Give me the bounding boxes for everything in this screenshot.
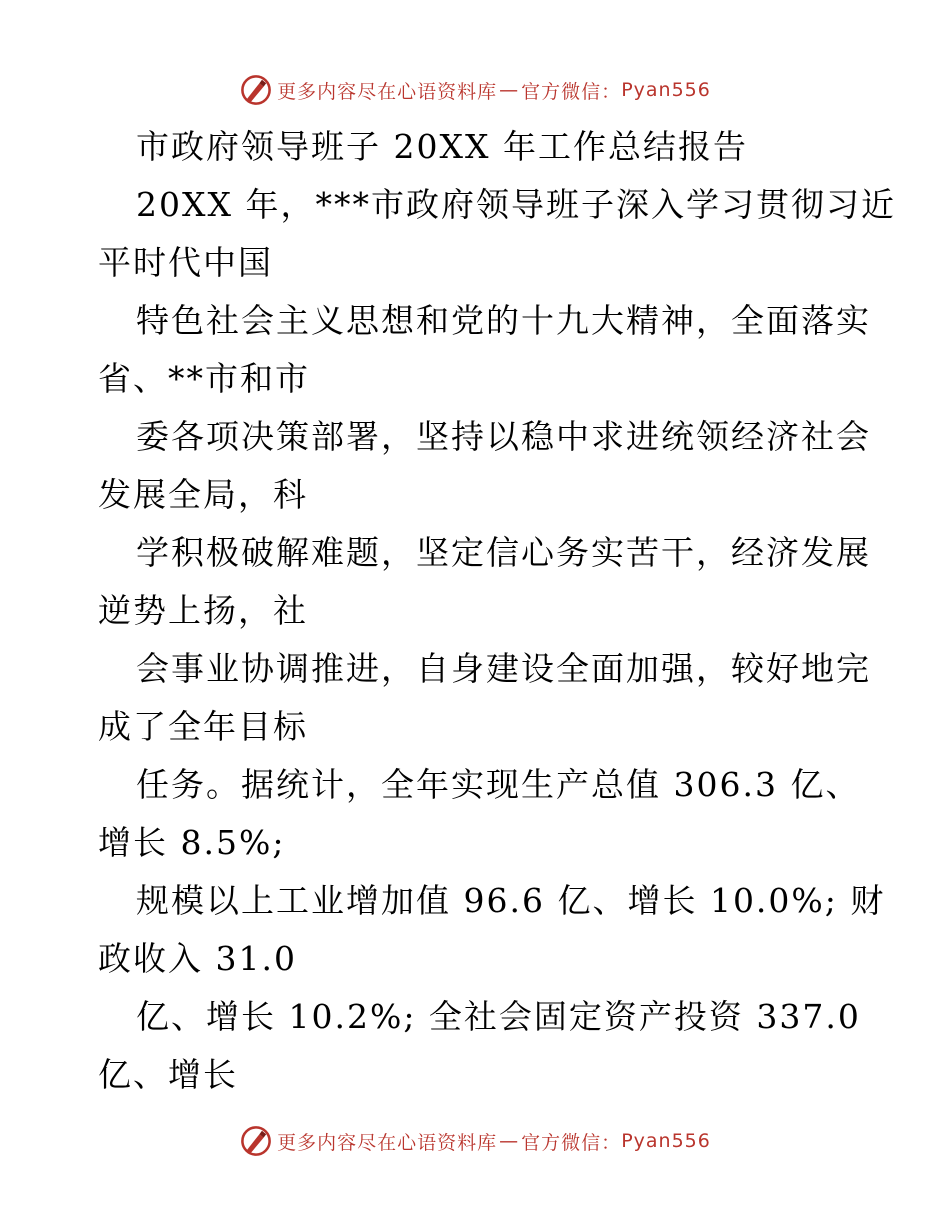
banner-separator: — bbox=[499, 79, 520, 101]
paragraph-line: 任务。据统计，全年实现生产总值 306.3 亿、 bbox=[136, 765, 861, 804]
document-title: 市政府领导班子 20XX 年工作总结报告 bbox=[136, 127, 748, 166]
paragraph-line: 规模以上工业增加值 96.6 亿、增长 10.0%; 财 bbox=[136, 881, 886, 920]
banner-wechat-id: Pyan556 bbox=[621, 79, 711, 101]
paragraph-line: 增长 8.5%; bbox=[98, 823, 286, 862]
paragraph-line: 发展全局，科 bbox=[98, 475, 308, 514]
paragraph-line: 亿、增长 bbox=[98, 1055, 238, 1094]
paragraph-line: 政收入 31.0 bbox=[98, 939, 297, 978]
paragraph-line: 逆势上扬，社 bbox=[98, 591, 308, 630]
paragraph-line: 平时代中国 bbox=[98, 243, 273, 282]
paragraph-line: 委各项决策部署，坚持以稳中求进统领经济社会 bbox=[136, 417, 871, 456]
paragraph-line: 成了全年目标 bbox=[98, 707, 308, 746]
header-watermark-banner bbox=[0, 70, 950, 110]
banner-main-text: 更多内容尽在心语资料库 bbox=[277, 1131, 498, 1154]
pen-logo-icon bbox=[239, 1124, 273, 1158]
banner-separator: — bbox=[499, 1130, 520, 1152]
banner-wechat-id: Pyan556 bbox=[621, 1130, 711, 1152]
banner-wechat-label: 官方微信： bbox=[521, 1131, 622, 1154]
footer-watermark-banner bbox=[0, 1121, 950, 1161]
paragraph-line: 会事业协调推进，自身建设全面加强，较好地完 bbox=[136, 649, 871, 688]
paragraph-line: 20XX 年，***市政府领导班子深入学习贯彻习近 bbox=[136, 185, 896, 224]
paragraph-line: 学积极破解难题，坚定信心务实苦干，经济发展 bbox=[136, 533, 871, 572]
banner-main-text: 更多内容尽在心语资料库 bbox=[277, 80, 498, 103]
paragraph-line: 亿、增长 10.2%; 全社会固定资产投资 337.0 bbox=[136, 997, 861, 1036]
document-body bbox=[98, 118, 896, 1104]
pen-logo-icon bbox=[239, 73, 273, 107]
banner-wechat-label: 官方微信： bbox=[521, 80, 622, 103]
paragraph-line: 省、**市和市 bbox=[98, 359, 310, 398]
paragraph-line: 特色社会主义思想和党的十九大精神，全面落实 bbox=[136, 301, 871, 340]
